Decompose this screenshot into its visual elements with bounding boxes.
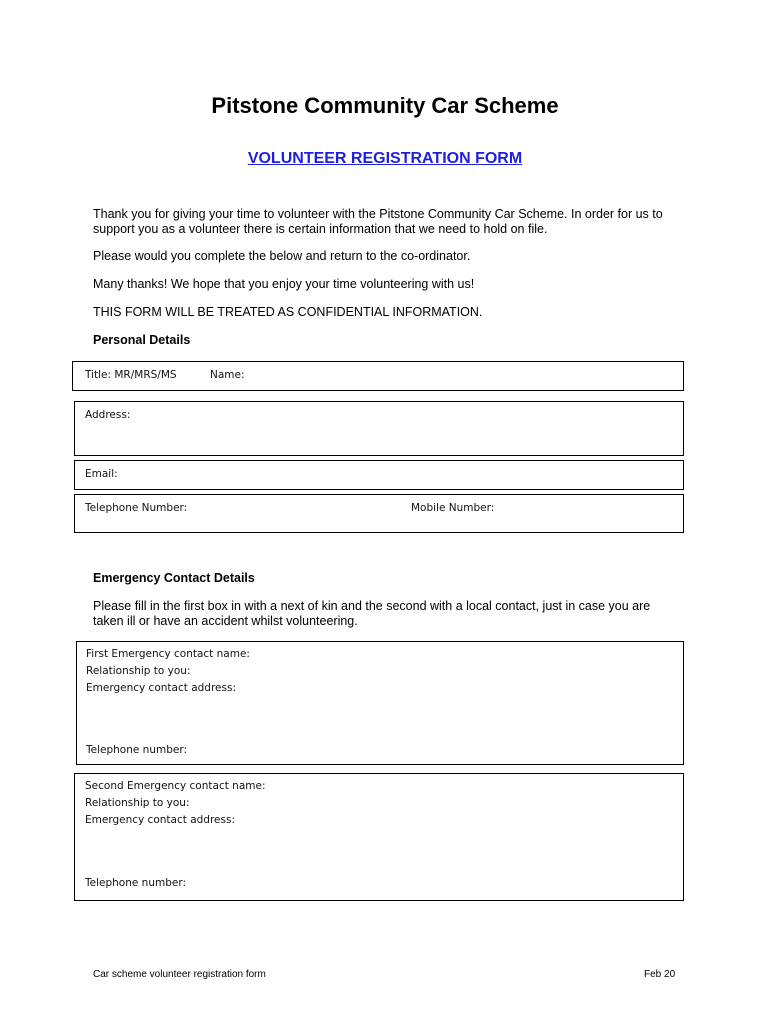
first-contact-address-label: Emergency contact address:	[86, 682, 236, 694]
emergency-contact-heading: Emergency Contact Details	[93, 571, 255, 585]
first-contact-name-label: First Emergency contact name:	[86, 648, 250, 660]
first-contact-telephone-label: Telephone number:	[86, 744, 187, 756]
name-label: Name:	[210, 369, 245, 381]
second-contact-name-label: Second Emergency contact name:	[85, 780, 266, 792]
intro-paragraph-2: Please would you complete the below and return to the co-ordinator.	[93, 249, 471, 263]
intro-paragraph-1: Thank you for giving your time to volunteer with the Pitstone Community Car Scheme. In order for us to support you as a volunteer there is certain information that we need to hold on file.	[93, 207, 663, 236]
telephone-label: Telephone Number:	[85, 502, 188, 514]
title-label: Title: MR/MRS/MS	[85, 369, 177, 381]
intro-paragraph-3: Many thanks! We hope that you enjoy your time volunteering with us!	[93, 277, 475, 291]
address-field[interactable]	[74, 401, 684, 456]
email-label: Email:	[85, 468, 118, 480]
email-field[interactable]	[74, 460, 684, 490]
footer-form-name: Car scheme volunteer registration form	[93, 969, 266, 980]
footer-date: Feb 20	[644, 969, 676, 980]
personal-details-heading: Personal Details	[93, 333, 191, 347]
second-contact-relationship-label: Relationship to you:	[85, 797, 190, 809]
mobile-label: Mobile Number:	[411, 502, 495, 514]
confidential-notice: THIS FORM WILL BE TREATED AS CONFIDENTIAL INFORMATION.	[93, 305, 483, 319]
title-name-field[interactable]	[72, 361, 684, 391]
first-contact-relationship-label: Relationship to you:	[86, 665, 191, 677]
second-emergency-contact-field[interactable]	[74, 773, 684, 901]
form-subtitle: VOLUNTEER REGISTRATION FORM	[247, 150, 523, 167]
form-title: Pitstone Community Car Scheme	[211, 93, 559, 118]
telephone-field[interactable]	[74, 494, 684, 533]
first-emergency-contact-field[interactable]	[76, 641, 684, 765]
second-contact-address-label: Emergency contact address:	[85, 814, 235, 826]
address-label: Address:	[85, 409, 131, 421]
emergency-instructions: Please fill in the first box in with a next of kin and the second with a local contact, just in case you are taken ill or have an accident whilst volunteering.	[93, 599, 651, 628]
second-contact-telephone-label: Telephone number:	[85, 877, 186, 889]
